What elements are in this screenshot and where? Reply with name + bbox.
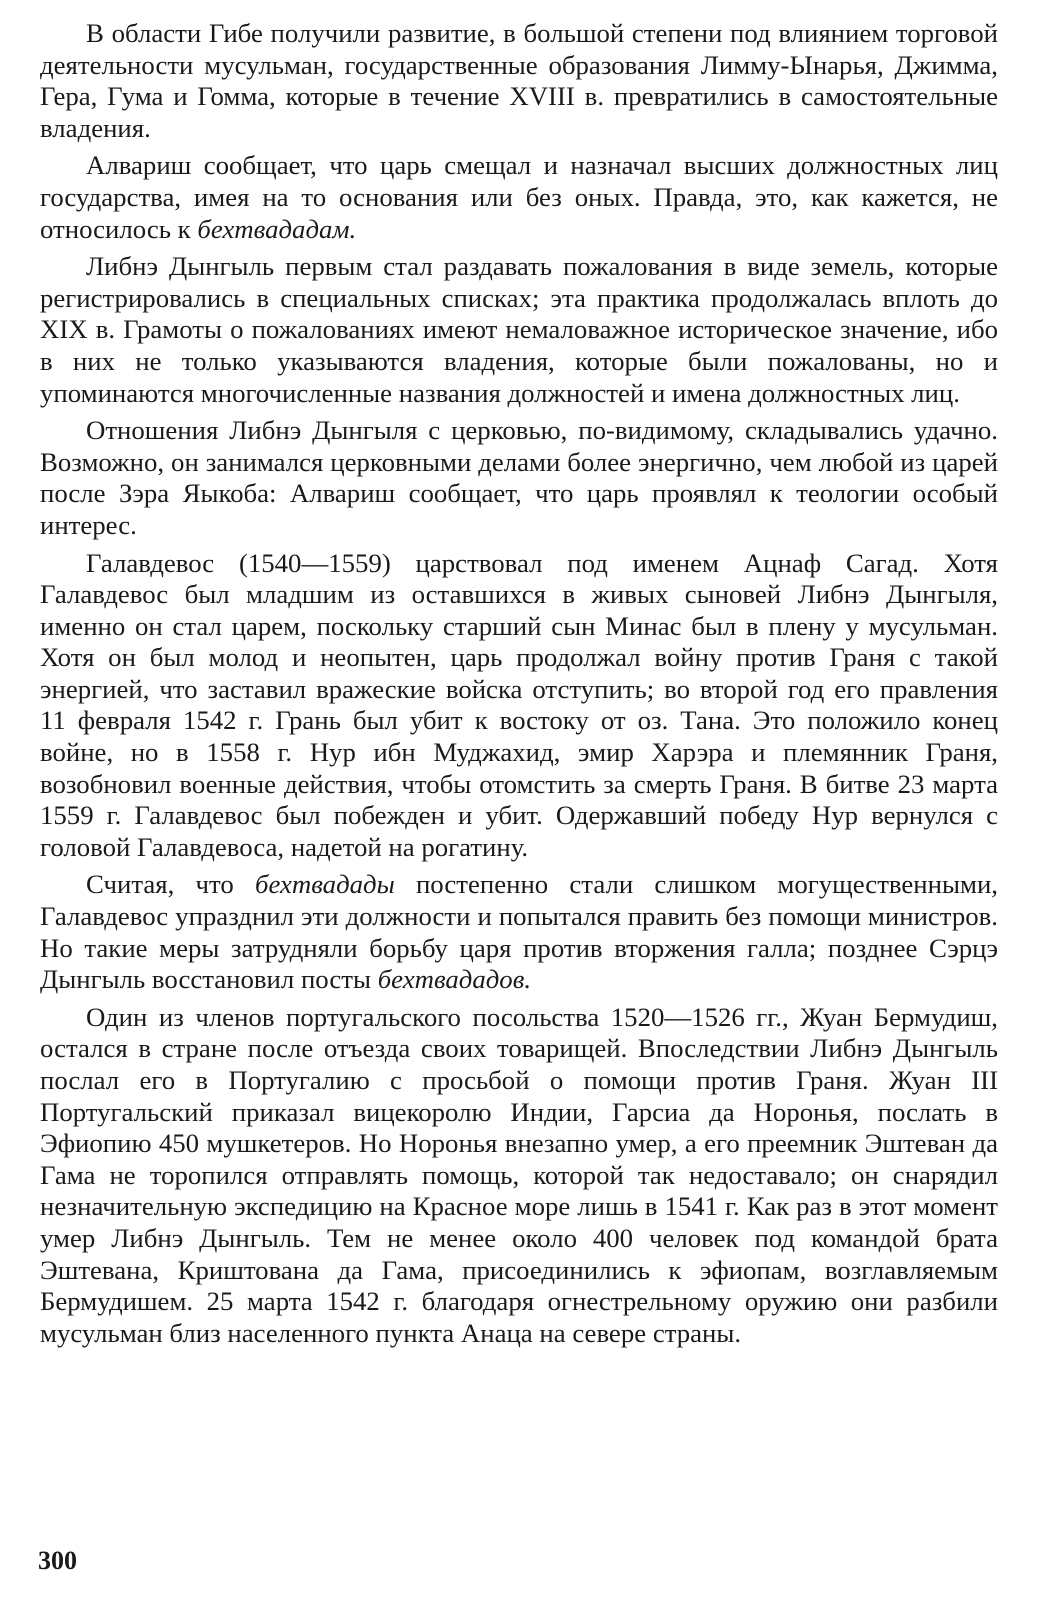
text-run: постепенно стали слишком могущественными, Галавдевос упразднил эти должности и попытался править без помощи министров. Но такие меры затрудняли борьбу царя против вторжения галла; позднее Сэрцэ Дынгыль восстановил посты: [40, 869, 998, 995]
page-body: [40, 18, 998, 1355]
text-run: Отношения Либнэ Дынгыля с церковью, по-видимому, складывались удачно. Возможно, он занимался церковными делами более энергично, чем любой из царей после Зэра Яыкоба: Алвариш сообщает, что царь проявлял к теологии особый интерес.: [40, 415, 998, 540]
paragraph: [40, 1002, 998, 1350]
italic-term: бехтвададов.: [377, 964, 532, 995]
text-run: В области Гибе получили развитие, в большой степени под влиянием торговой деятельности мусульман, государственные образования Лимму-Ынарья, Джимма, Гера, Гума и Гомма, которые в течение XVIII в. превратились в самостоятельные владения.: [40, 18, 998, 143]
page-number: 300: [38, 1546, 77, 1575]
paragraph: [40, 415, 998, 541]
text-run: Алвариш сообщает, что царь смещал и назначал высших должностных лиц государства, имея на то основания или без оных. Правда, это, как кажется, не относилось к: [40, 150, 998, 244]
italic-term: бехтвадады: [254, 869, 395, 900]
text-run: Галавдевос (1540—1559) царствовал под именем Ацнаф Сагад. Хотя Галавдевос был младшим из оставшихся в живых сыновей Либнэ Дынгыля, именно он стал царем, поскольку старший сын Минас был в плену у мусульман. Хотя он был молод и неопытен, царь продолжал войну против Граня с такой энергией, что заставил вражеские войска отступить; во второй год его правления 11 февраля 1542 г. Грань был убит к востоку от оз. Тана. Это положило конец войне, но в 1558 г. Нур ибн Муджахид, эмир Харэра и племянник Граня, возобновил военные действия, чтобы отомстить за смерть Граня. В битве 23 марта 1559 г. Галавдевос был побежден и убит. Одержавший победу Нур вернулся с головой Галавдевоса, надетой на рогатину.: [40, 547, 998, 862]
paragraph: [40, 251, 998, 409]
paragraph: [40, 150, 998, 245]
text-run: Считая, что: [86, 869, 255, 900]
paragraph: [40, 548, 998, 864]
paragraph: [40, 18, 998, 144]
text-run: Один из членов португальского посольства 1520—1526 гг., Жуан Бермудиш, остался в стране после отъезда своих товарищей. Впоследствии Либнэ Дынгыль послал его в Португалию с просьбой о помощи против Граня. Жуан III Португальский приказал вицекоролю Индии, Гарсиа да Норонья, послать в Эфиопию 450 мушкетеров. Но Норонья внезапно умер, а его преемник Эштеван да Гама не торопился отправлять помощь, которой так недоставало; он снарядил незначительную экспедицию на Красное море лишь в 1541 г. Как раз в этот момент умер Либнэ Дынгыль. Тем не менее около 400 человек под командой брата Эштевана, Криштована да Гама, присоединились к эфиопам, возглавляемым Бермудишем. 25 марта 1542 г. благодаря огнестрельному оружию они разбили мусульман близ населенного пункта Анаца на севере страны.: [40, 1001, 998, 1348]
italic-term: бехтвададам.: [197, 213, 357, 244]
paragraph: [40, 869, 998, 995]
text-run: Либнэ Дынгыль первым стал раздавать пожалования в виде земель, которые регистрировались в специальных списках; эта практика продолжалась вплоть до XIX в. Грамоты о пожалованиях имеют немаловажное историческое значение, ибо в них не только указываются владения, которые были пожалованы, но и упоминаются многочисленные названия должностей и имена должностных лиц.: [40, 251, 998, 408]
